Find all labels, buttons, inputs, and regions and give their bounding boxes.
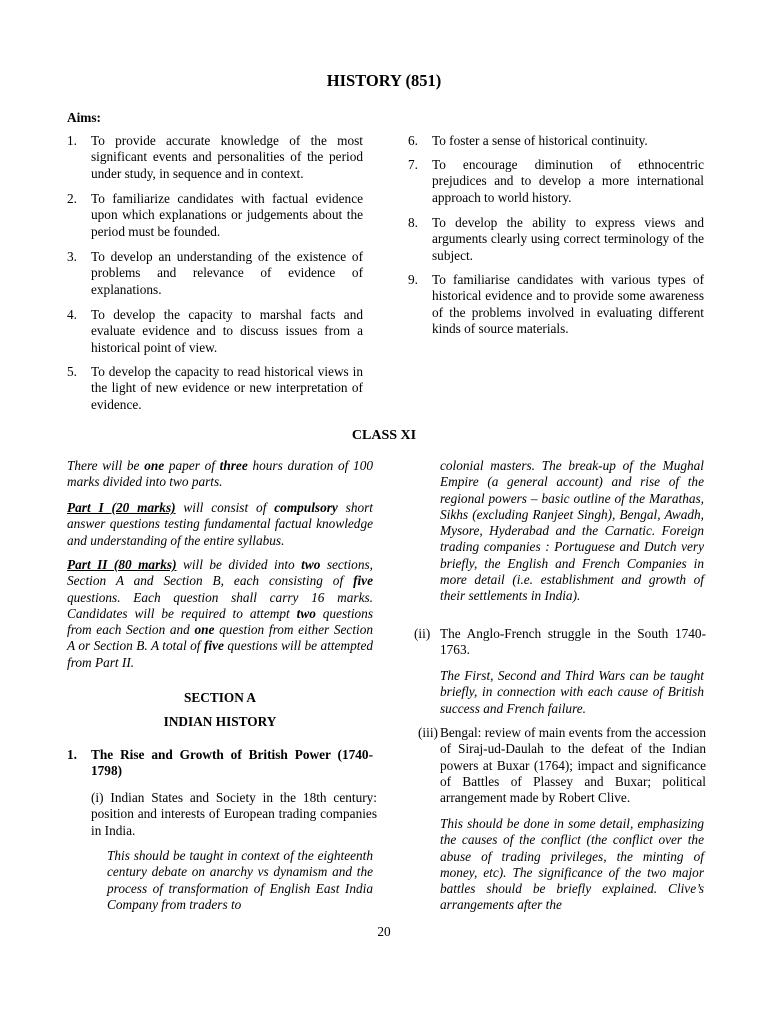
aim-item (67, 249, 363, 298)
subtopic-iii (418, 725, 706, 806)
note-i-right: colonial masters. The break-up of the Mughal Empire (a general account) and rise of the regional powers – basic outline of the Marathas, Sikhs (excluding Ranjeet Singh), Bengal, Awadh, Mysore, Hyderabad and the Carnatic. Foreign trading companies : Portuguese and Dutch very briefly, the English and French Companies in more detail (i.e. establishment and growth of their settlements in India). (440, 458, 704, 604)
note-iii: This should be done in some detail, emphasizing the causes of the conflict (the conflict over the abuse of trading privileges, the minting of money, etc). The significance of the two major battles should be briefly explained. Clive’s arrangements after the (440, 816, 704, 913)
aim-text: To familiarize candidates with factual evidence upon which explanations or judgements about the period must be founded. (91, 191, 363, 239)
subtopic-ii (414, 626, 706, 659)
aim-number: 6. (408, 133, 418, 148)
subtopic-label: (iii) (418, 725, 438, 740)
topic-title: The Rise and Growth of British Power (1740-1798) (91, 747, 373, 779)
aim-item (408, 157, 704, 206)
aim-item (408, 215, 704, 264)
topic-1 (67, 747, 373, 780)
aim-text: To develop the ability to express views and arguments clearly using correct terminology of the subject. (432, 215, 704, 263)
aim-item (408, 133, 704, 149)
aim-item (408, 272, 704, 337)
topic-number: 1. (67, 747, 77, 762)
aim-number: 4. (67, 307, 77, 322)
aim-text: To develop the capacity to marshal facts and evaluate evidence and to discuss issues from a historical point of view. (91, 307, 363, 355)
intro-paragraph-3: Part II (80 marks) will be divided into two sections, Section A and Section B, each consisting of five questions. Each question shall carry 16 marks. Candidates will be required to attempt two questions from each Section and one question from either Section A or Section B. A total of five questions will be attempted from Part II. (67, 557, 374, 670)
aims-heading: Aims: (67, 110, 101, 125)
subtopic-text: Bengal: review of main events from the accession of Siraj-ud-Daulah to the defeat of the Indian powers at Buxar (1764); impact and significance of Battles of Plassey and Buxar; political arrangement made by Robert Clive. (440, 725, 706, 806)
aim-number: 7. (408, 157, 418, 172)
indian-history-heading: INDIAN HISTORY (163, 714, 277, 729)
subtopic-text: Indian States and Society in the 18th century: position and interests of European trading companies in India. (91, 790, 377, 838)
aim-item (67, 364, 363, 413)
aim-text: To develop an understanding of the existence of problems and relevance of evidence of explanations. (91, 249, 363, 297)
aim-text: To develop the capacity to read historical views in the light of new evidence or new interpretation of evidence. (91, 364, 363, 412)
aim-text: To provide accurate knowledge of the most significant events and personalities of the period under study, in sequence and in context. (91, 133, 363, 181)
aim-item (67, 191, 363, 240)
aim-item (67, 307, 363, 356)
note-ii: The First, Second and Third Wars can be taught briefly, in connection with each cause of British success and French failure. (440, 668, 704, 716)
aim-text: To foster a sense of historical continuity. (432, 133, 648, 148)
page-title: HISTORY (851) (326, 71, 442, 90)
intro-paragraph-2: Part I (20 marks) will consist of compulsory short answer questions testing fundamental factual knowledge and understanding of the entire syllabus. (67, 500, 374, 548)
aim-text: To encourage diminution of ethnocentric prejudices and to develop a more international approach to world history. (432, 157, 704, 205)
subtopic-text: The Anglo-French struggle in the South 1740-1763. (440, 626, 706, 658)
aim-item (67, 133, 363, 182)
aim-number: 8. (408, 215, 418, 230)
aim-number: 1. (67, 133, 77, 148)
aim-text: To familiarise candidates with various types of historical evidence and to provide some awareness of the problems involved in evaluating different kinds of source materials. (432, 272, 704, 336)
aim-number: 3. (67, 249, 77, 264)
aim-number: 2. (67, 191, 77, 206)
aim-number: 9. (408, 272, 418, 287)
subtopic-label: (i) (91, 790, 104, 805)
class-heading: CLASS XI (351, 428, 417, 443)
intro-paragraph-1: There will be one paper of three hours duration of 100 marks divided into two parts. (67, 458, 373, 490)
section-a-heading: SECTION A (183, 690, 257, 705)
aim-number: 5. (67, 364, 77, 379)
subtopic-i (91, 790, 377, 839)
note-i-left: This should be taught in context of the eighteenth century debate on anarchy vs dynamism and the process of transformation of English East India Company from traders to (107, 848, 373, 912)
page-number: 20 (377, 924, 391, 939)
subtopic-label: (ii) (414, 626, 431, 641)
